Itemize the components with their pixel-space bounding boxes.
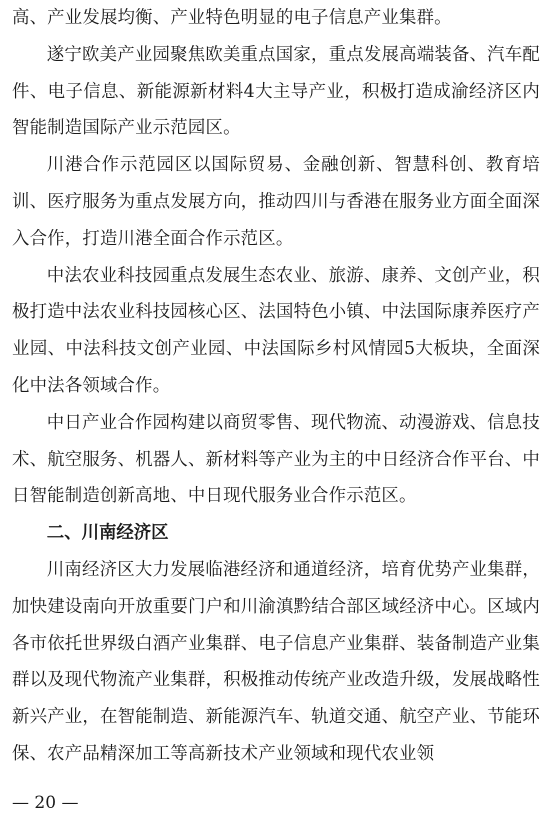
paragraph-suining-park: 遂宁欧美产业园聚焦欧美重点国家，重点发展高端装备、汽车配件、电子信息、新能源新材料4大主导产业，积极打造成渝经济区内智能制造国际产业示范园区。 xyxy=(12,44,540,139)
page-number: — 20 — xyxy=(12,793,79,813)
paragraph-sino-french-park: 中法农业科技园重点发展生态农业、旅游、康养、文创产业，积极打造中法农业科技园核心区、法国特色小镇、中法国际康养医疗产业园、中法科技文创产业园、中法国际乡村风情园5大板块，全面深化中法各领域合作。 xyxy=(12,265,540,396)
section-heading: 二、川南经济区 xyxy=(46,523,169,544)
document-page xyxy=(12,0,540,773)
paragraph-sichuan-hongkong-park: 川港合作示范园区以国际贸易、金融创新、智慧科创、教育培训、医疗服务为重点发展方向，推动四川与香港在服务业方面全面深入合作，打造川港全面合作示范区。 xyxy=(12,155,540,249)
paragraph-continuation: 高、产业发展均衡、产业特色明显的电子信息产业集群。 xyxy=(12,8,452,28)
paragraph-sino-japanese-park: 中日产业合作园构建以商贸零售、现代物流、动漫游戏、信息技术、航空服务、机器人、新材料等产业为主的中日经济合作平台、中日智能制造创新高地、中日现代服务业合作示范区。 xyxy=(12,412,540,507)
paragraph-southern-sichuan: 川南经济区大力发展临港经济和通道经济，培育优势产业集群，加快建设南向开放重要门户和川渝滇黔结合部区域经济中心。区域内各市依托世界级白酒产业集群、电子信息产业集群、装备制造产业集群以及现代物流产业集群，积极推动传统产业改造升级，发展战略性新兴产业，在智能制造、新能源汽车、轨道交通、航空产业、节能环保、农产品精深加工等高新技术产业领域和现代农业领 xyxy=(12,559,540,764)
